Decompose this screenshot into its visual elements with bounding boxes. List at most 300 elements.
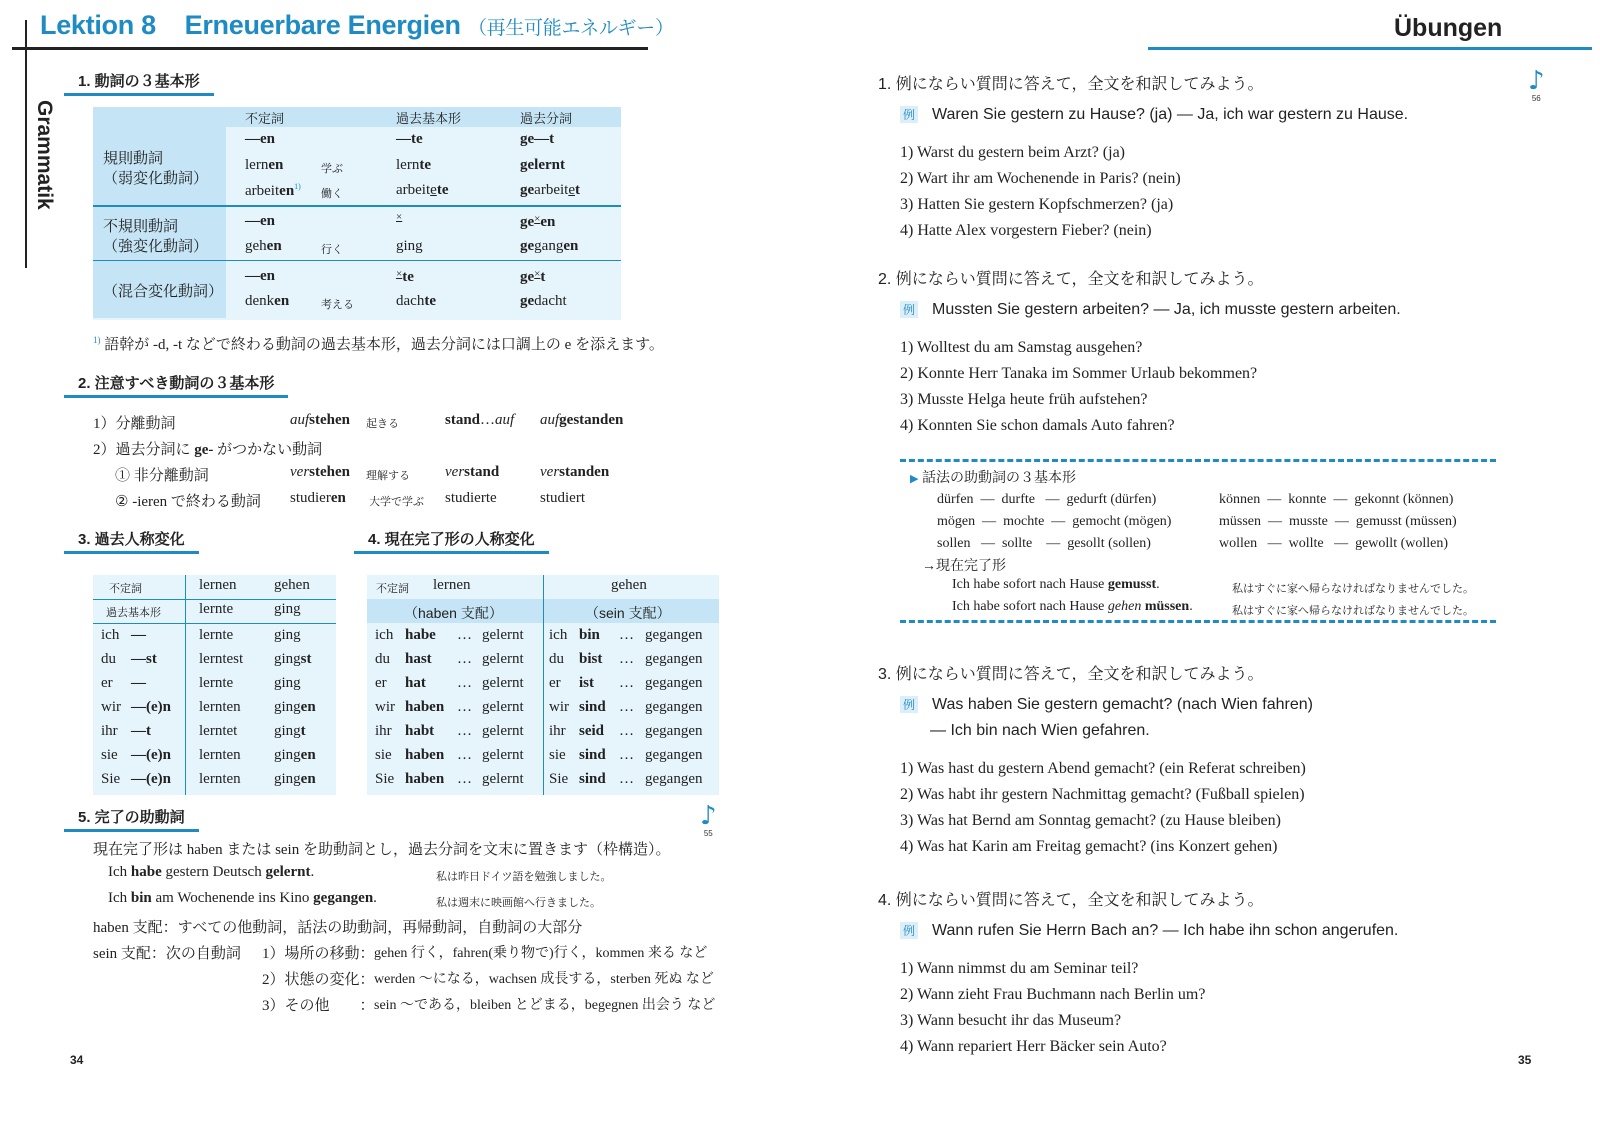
verb-past — [445, 464, 499, 481]
row-separator — [93, 260, 621, 261]
row-label: 過去基本形 — [106, 607, 161, 619]
stem: ging — [274, 771, 301, 787]
aux: habe — [130, 864, 162, 880]
participle: gelernt — [482, 675, 524, 691]
cell-lernen: lernten — [199, 747, 241, 763]
gloss: 大学で学ぶ — [369, 496, 424, 508]
music-note-icon: ♪ — [1528, 66, 1545, 96]
stem: denk — [245, 293, 275, 309]
stem: ging — [274, 723, 301, 739]
cell: lernte — [199, 601, 234, 617]
header-rule — [12, 47, 648, 50]
example-text: Mussten Sie gestern arbeiten? — Ja, ich musste gestern arbeiten. — [932, 301, 1401, 318]
ellipsis: … — [619, 627, 634, 643]
track-number: 55 — [703, 829, 713, 838]
stem: ging — [274, 675, 301, 691]
person: ich — [101, 627, 120, 643]
title-text: 話法の助動詞の３基本形 — [921, 471, 1076, 486]
cell — [520, 238, 578, 255]
participle: gelernt — [482, 699, 524, 715]
stem-change-mark: × — [534, 268, 541, 280]
example-badge: 例 — [900, 301, 918, 318]
person: sie — [375, 747, 392, 763]
rule-examples: sein ～である，bleiben とどまる，begegnen 出会う など — [374, 998, 716, 1013]
participle: gegangen — [645, 723, 703, 739]
cell-gehen — [274, 723, 306, 740]
modal-form: wollen — wollte — gewollt (wollen) — [1219, 536, 1449, 551]
lesson-topic-jp: （再生可能エネルギー） — [467, 18, 674, 39]
stem-change-mark: × — [534, 213, 541, 225]
connecting-e: e — [430, 182, 437, 198]
separator: … — [480, 412, 496, 428]
section-heading-5: 5. 完了の助動詞 — [64, 806, 199, 832]
modal-form: müssen — musste — gemusst (müssen) — [1219, 514, 1457, 529]
rule-label: 1）場所の移動： — [262, 946, 375, 962]
connecting-e: e — [568, 182, 575, 198]
person: Sie — [375, 771, 395, 787]
ending: te — [436, 182, 449, 198]
participle: gegangen — [645, 627, 703, 643]
prefix: ge — [520, 214, 535, 230]
item-label — [93, 438, 322, 459]
rule-examples: werden ～になる，wachsen 成長する，sterben 死ぬ など — [374, 972, 714, 987]
row-label: 不定詞 — [109, 583, 142, 595]
example-text: Waren Sie gestern zu Hause? (ja) — Ja, ich war gestern zu Hause. — [932, 106, 1409, 123]
verb-participle — [540, 464, 609, 481]
three-forms-table — [93, 107, 621, 320]
cell — [396, 182, 448, 199]
group-label-line: （強変化動詞） — [103, 238, 209, 255]
page-number-left: 34 — [70, 1053, 84, 1067]
participle: gelernt — [482, 627, 524, 643]
cell-lernen: lernte — [199, 675, 234, 691]
cell-lernen: lernten — [199, 699, 241, 715]
column-separator — [543, 575, 544, 795]
ending: st — [300, 651, 312, 667]
stem: ging — [274, 627, 301, 643]
cell: ging — [274, 601, 301, 617]
lesson-title — [40, 10, 674, 41]
example-text: Was haben Sie gestern gemacht? (nach Wien fahren) — [932, 696, 1313, 713]
person: ihr — [101, 723, 118, 739]
exercise-item: 4) Konnten Sie schon damals Auto fahren? — [900, 417, 1175, 434]
col-header-participle: 過去分詞 — [520, 111, 573, 126]
group-label-irregular — [103, 217, 208, 257]
ending: —(e)n — [131, 747, 171, 763]
stem: arbeit — [245, 183, 280, 199]
stem: lernt — [534, 157, 565, 173]
group-label-regular — [103, 149, 208, 189]
gloss: 考える — [321, 299, 354, 311]
exercise-4-items — [900, 956, 1205, 1060]
stem-change-mark: × — [396, 211, 403, 223]
sein-rule-label: sein 支配：次の自動詞 — [93, 946, 241, 962]
margin-rule — [25, 20, 27, 268]
stem: dacht — [534, 293, 567, 309]
ellipsis: … — [619, 699, 634, 715]
prefix: ge — [520, 269, 535, 285]
person: ich — [549, 627, 568, 643]
row-label: 不定詞 — [376, 583, 409, 595]
ending: —st — [131, 651, 157, 667]
exercises-title: Übungen — [1394, 14, 1503, 42]
label-part: ge- — [194, 442, 214, 458]
participle: gegangen — [645, 675, 703, 691]
cell-lernen: lerntest — [199, 651, 244, 667]
gloss: 行く — [321, 244, 343, 256]
stem: standen — [559, 464, 610, 480]
stem: ging — [274, 699, 301, 715]
cell: —te — [396, 131, 423, 147]
col-header-infinitive: 不定詞 — [245, 111, 285, 126]
section-5-intro: 現在完了形は haben または sein を助動詞とし，過去分詞を文末に置きます（枠構造）。 — [93, 842, 671, 858]
cell — [396, 293, 436, 310]
modal-example — [952, 577, 1160, 593]
cell: （haben 支配） — [404, 605, 503, 621]
person: ich — [375, 627, 394, 643]
person: wir — [549, 699, 569, 715]
stem: stehen — [309, 464, 350, 480]
ellipsis: … — [457, 723, 472, 739]
cell-lernen: lerntet — [199, 723, 238, 739]
ending: en — [300, 747, 316, 763]
cell: ge—t — [520, 131, 555, 147]
ending: en — [300, 699, 316, 715]
modal: müssen — [1141, 599, 1190, 614]
exercise-3-items — [900, 756, 1306, 860]
section-heading-3: 3. 過去人称変化 — [64, 528, 199, 554]
cell — [520, 293, 567, 310]
prefix: ver — [290, 464, 310, 480]
person: ihr — [375, 723, 392, 739]
exercise-item: 1) Was hast du gestern Abend gemacht? (ein Referat schreiben) — [900, 760, 1306, 777]
person: er — [101, 675, 113, 691]
gloss: 学ぶ — [321, 163, 343, 175]
col-header-past: 過去基本形 — [396, 111, 462, 126]
ending: t — [540, 269, 546, 285]
stem: stand — [464, 464, 500, 480]
verb-past — [445, 412, 514, 429]
cell — [396, 157, 431, 174]
example-badge: 例 — [900, 922, 918, 939]
aux: bin — [130, 890, 152, 906]
item-label: ① 非分離動詞 — [115, 468, 209, 484]
gloss: 起きる — [366, 418, 399, 430]
cell: lernen — [433, 577, 471, 593]
ellipsis: … — [619, 675, 634, 691]
verb-infinitive — [290, 412, 350, 429]
modal-form: können — konnte — gekonnt (können) — [1219, 492, 1454, 507]
cell-arbeiten — [245, 182, 301, 200]
ellipsis: … — [619, 723, 634, 739]
ellipsis: … — [619, 771, 634, 787]
ending: en — [266, 238, 282, 254]
stem: studier — [290, 490, 331, 506]
participle: gegangen — [645, 651, 703, 667]
rule-label: 2）状態の変化： — [262, 972, 375, 988]
past-conjugation-table — [93, 575, 336, 795]
stem: arbeit — [534, 182, 569, 198]
prefix: auf — [540, 412, 560, 428]
text: Ich habe sofort nach Hause — [952, 599, 1108, 614]
group-label-line: 規則動詞 — [103, 150, 164, 167]
stem-change-mark: × — [396, 268, 403, 280]
participle: gemusst — [1107, 577, 1157, 592]
row-separator — [93, 205, 621, 207]
text: . — [1156, 577, 1160, 592]
ending: t — [575, 182, 580, 198]
music-note-icon: ♪ — [700, 801, 717, 831]
modal-example-translation: 私はすぐに家へ帰らなければなりませんでした。 — [1232, 605, 1474, 617]
text: . — [1189, 599, 1193, 614]
exercise-item: 3) Wann besucht ihr das Museum? — [900, 1012, 1122, 1029]
cell: lernen — [199, 577, 237, 593]
aux-sein: bin — [579, 627, 600, 643]
modal-box-title — [910, 467, 1076, 487]
cell — [520, 182, 580, 199]
stem: gestanden — [559, 412, 624, 428]
box-bottom-border — [900, 620, 1496, 623]
cell — [520, 213, 555, 231]
cell-gehen — [274, 675, 301, 692]
lesson-topic: Erneuerbare Energien — [184, 10, 461, 40]
stem: stand — [445, 412, 481, 428]
exercise-item: 1) Wann nimmst du am Seminar teil? — [900, 960, 1139, 977]
exercise-3-example-answer: — Ich bin nach Wien gefahren. — [930, 722, 1150, 739]
participle: gelernt — [482, 771, 524, 787]
participle: gelernt — [482, 651, 524, 667]
exercise-4-instruction: 4. 例にならい質問に答えて，全文を和訳してみよう。 — [878, 892, 1264, 909]
aux-haben: hast — [405, 651, 432, 667]
person: er — [549, 675, 561, 691]
person: Sie — [549, 771, 569, 787]
perfect-conjugation-table — [367, 575, 719, 795]
footnote-text: 語幹が -d, -t などで終わる動詞の過去基本形，過去分詞には口調上の e を添えます。 — [104, 337, 664, 353]
prefix: ge — [520, 157, 535, 173]
exercise-item: 4) Was hat Karin am Freitag gemacht? (ins Konzert gehen) — [900, 838, 1278, 855]
ending: te — [424, 293, 436, 309]
ellipsis: … — [457, 651, 472, 667]
footnote-ref: 1) — [294, 182, 301, 191]
exercise-3-example — [900, 696, 1313, 714]
cell-denken — [245, 293, 289, 310]
item-label: ② -ieren で終わる動詞 — [115, 494, 261, 510]
example-text: Wann rufen Sie Herrn Bach an? — Ich habe ihn schon angerufen. — [932, 922, 1399, 939]
cell-gehen — [274, 699, 316, 716]
aux-sein: sind — [579, 771, 606, 787]
rule-examples: gehen 行く，fahren(乗り物で)行く，kommen 来る など — [374, 946, 708, 961]
text: am Wochenende ins Kino — [151, 890, 314, 906]
stem: geh — [245, 238, 267, 254]
perfect-label: →現在完了形 — [922, 559, 1006, 574]
cell: —en — [245, 131, 275, 147]
cell: gehen — [611, 577, 647, 593]
row-separator — [93, 599, 336, 600]
rule-label: 3）その他 ： — [262, 998, 375, 1014]
stem: arbeit — [396, 182, 431, 198]
ellipsis: … — [457, 675, 472, 691]
ellipsis: … — [619, 651, 634, 667]
text: . — [373, 890, 377, 906]
aux-sein: sind — [579, 699, 606, 715]
section-heading-4: 4. 現在完了形の人称変化 — [354, 528, 549, 554]
ending: en — [279, 183, 295, 199]
exercise-item: 3) Hatten Sie gestern Kopfschmerzen? (ja) — [900, 196, 1174, 213]
item-label: 1）分離動詞 — [93, 416, 176, 432]
prefix: auf — [290, 412, 310, 428]
modal-form: dürfen — durfte — gedurft (dürfen) — [937, 492, 1157, 507]
example-sentence — [108, 890, 377, 907]
aux-haben: habe — [405, 627, 436, 643]
stem: ging — [274, 747, 301, 763]
modal-form: sollen — sollte — gesollt (sollen) — [937, 536, 1151, 551]
prefix: auf — [495, 412, 515, 428]
example-badge: 例 — [900, 106, 918, 123]
stem: dach — [396, 293, 425, 309]
exercises-header-rule — [1148, 47, 1592, 50]
aux-sein: bist — [579, 651, 603, 667]
participle: gegangen — [313, 890, 374, 906]
aux-haben: hat — [405, 675, 426, 691]
track-number: 56 — [1531, 94, 1541, 103]
label-part: がつかない動詞 — [213, 442, 323, 458]
exercise-item: 1) Wolltest du am Samstag ausgehen? — [900, 339, 1143, 356]
haben-rule: haben 支配：すべての他動詞，話法の助動詞，再帰動詞，自動詞の大部分 — [93, 920, 583, 936]
cell — [520, 268, 545, 286]
ending: en — [540, 214, 556, 230]
exercise-item: 3) Was hat Bernd am Sonntag gemacht? (zu Hause bleiben) — [900, 812, 1281, 829]
cell-lernen — [245, 157, 283, 174]
verb-infinitive — [290, 464, 350, 481]
modal-forms-right — [1219, 489, 1457, 555]
cell: —en — [245, 213, 275, 229]
row-separator — [93, 623, 336, 624]
prefix: ver — [540, 464, 560, 480]
cell: —en — [245, 268, 275, 284]
ending: —(e)n — [131, 699, 171, 715]
ending: — — [131, 675, 146, 691]
text: . — [310, 864, 315, 880]
ending: te — [402, 269, 414, 285]
ellipsis: … — [619, 747, 634, 763]
aux-sein: seid — [579, 723, 605, 739]
page-number-right: 35 — [1518, 1053, 1532, 1067]
participle: gegangen — [645, 699, 703, 715]
exercise-item: 2) Konnte Herr Tanaka im Sommer Urlaub bekommen? — [900, 365, 1258, 382]
stem: stehen — [309, 412, 351, 428]
exercise-item: 4) Hatte Alex vorgestern Fieber? (nein) — [900, 222, 1152, 239]
audio-track[interactable] — [1528, 68, 1545, 103]
exercise-4-example — [900, 922, 1398, 940]
prefix: ge — [520, 238, 535, 254]
group-label-mixed: （混合変化動詞） — [103, 283, 224, 300]
cell-lernen: lernte — [199, 627, 234, 643]
aux-haben: haben — [405, 747, 445, 763]
example-translation: 私は昨日ドイツ語を勉強しました。 — [436, 871, 612, 883]
cell: gehen — [274, 577, 310, 593]
ending: en — [268, 157, 284, 173]
prefix: ver — [445, 464, 465, 480]
person: sie — [549, 747, 566, 763]
person: sie — [101, 747, 118, 763]
exercise-1-instruction: 1. 例にならい質問に答えて，全文を和訳してみよう。 — [878, 76, 1264, 93]
ellipsis: … — [457, 771, 472, 787]
stem: gang — [534, 238, 564, 254]
section-heading-1: 1. 動詞の３基本形 — [64, 70, 214, 96]
stem: ging — [274, 651, 301, 667]
example-badge: 例 — [900, 696, 918, 713]
ellipsis: … — [457, 627, 472, 643]
participle: gegangen — [645, 771, 703, 787]
infinitive: gehen — [1107, 599, 1142, 614]
ending: — — [131, 627, 146, 643]
ending: —(e)n — [131, 771, 171, 787]
person: ihr — [549, 723, 566, 739]
group-label-line: 不規則動詞 — [103, 218, 179, 235]
person: er — [375, 675, 387, 691]
person: du — [375, 651, 390, 667]
exercise-3-instruction: 3. 例にならい質問に答えて，全文を和訳してみよう。 — [878, 666, 1264, 683]
footnote — [93, 333, 664, 354]
ellipsis: … — [457, 747, 472, 763]
exercise-2-items — [900, 335, 1257, 439]
exercise-item: 3) Musste Helga heute früh aufstehen? — [900, 391, 1148, 408]
prefix: ge — [520, 182, 535, 198]
gloss: 働く — [321, 188, 343, 200]
person: wir — [101, 699, 121, 715]
exercise-item: 2) Wann zieht Frau Buchmann nach Berlin um? — [900, 986, 1206, 1003]
aux-haben: haben — [405, 699, 445, 715]
verb-past: studierte — [445, 490, 497, 506]
cell-gehen — [274, 651, 312, 668]
modal-forms-left — [937, 489, 1171, 555]
modal-example — [952, 599, 1193, 615]
participle: gegangen — [645, 747, 703, 763]
cell: ging — [396, 238, 423, 254]
footnote-mark: 1) — [93, 335, 101, 345]
gloss: 理解する — [366, 470, 410, 482]
aux-sein: ist — [579, 675, 594, 691]
aux-haben: haben — [405, 771, 445, 787]
example-sentence — [108, 864, 314, 881]
person: wir — [375, 699, 395, 715]
modal-example-translation: 私はすぐに家へ帰らなければなりませんでした。 — [1232, 583, 1474, 595]
lesson-number: Lektion 8 — [40, 10, 156, 40]
modal-form: mögen — mochte — gemocht (mögen) — [937, 514, 1172, 529]
section-heading-2: 2. 注意すべき動詞の３基本形 — [64, 372, 288, 398]
audio-track[interactable] — [700, 803, 717, 838]
verb-infinitive — [290, 490, 346, 507]
exercise-1-example — [900, 106, 1408, 124]
exercise-item: 1) Warst du gestern beim Arzt? (ja) — [900, 144, 1126, 161]
participle: gelernt — [265, 864, 311, 880]
participle: gelernt — [482, 747, 524, 763]
ending: en — [274, 293, 290, 309]
cell — [520, 157, 565, 174]
prefix: ge — [520, 293, 535, 309]
cell: （sein 支配） — [585, 605, 671, 621]
label-part: 2）過去分詞に — [93, 442, 195, 458]
exercise-item: 2) Was habt ihr gestern Nachmittag gemacht? (Fußball spielen) — [900, 786, 1305, 803]
aux-haben: habt — [405, 723, 435, 739]
person: Sie — [101, 771, 121, 787]
exercise-2-instruction: 2. 例にならい質問に答えて，全文を和訳してみよう。 — [878, 271, 1264, 288]
column-separator — [185, 575, 186, 795]
cell-gehen — [274, 747, 316, 764]
exercise-2-example — [900, 301, 1401, 319]
exercise-item: 2) Wart ihr am Wochenende in Paris? (nein) — [900, 170, 1181, 187]
cell-gehen — [274, 771, 316, 788]
